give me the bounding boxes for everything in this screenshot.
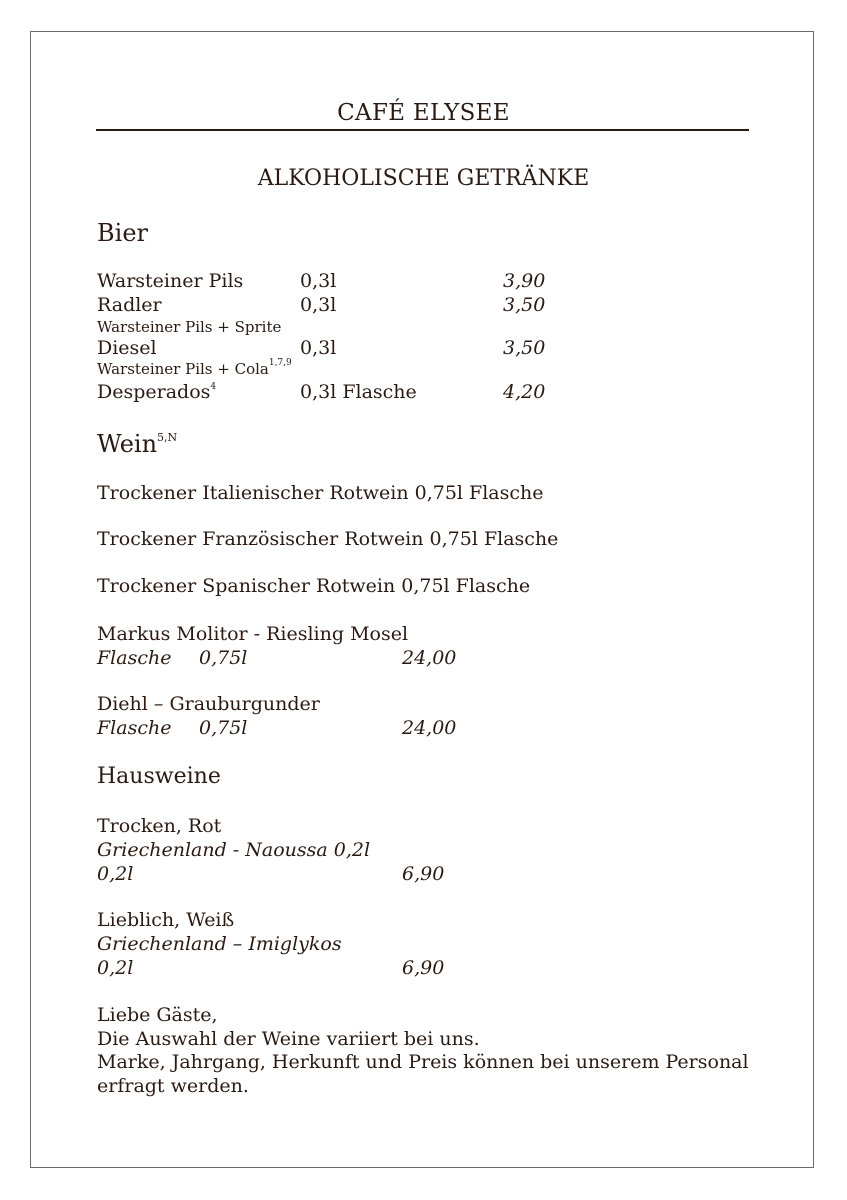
house-wine-name: Trocken, Rot bbox=[97, 815, 222, 837]
house-wine-volume: 0,2l bbox=[97, 863, 134, 885]
wine-name: Diehl – Grauburgunder bbox=[97, 693, 320, 715]
house-wine-origin: Griechenland - Naoussa 0,2l bbox=[97, 839, 371, 861]
wine-line: Trockener Italienischer Rotwein 0,75l Flasche bbox=[97, 482, 544, 504]
wine-name: Markus Molitor - Riesling Mosel bbox=[97, 623, 409, 645]
allergen-footnote: 4 bbox=[210, 382, 217, 392]
page-border bbox=[30, 31, 814, 1168]
beer-volume: 0,3l bbox=[300, 337, 337, 359]
beer-price: 3,50 bbox=[503, 337, 546, 359]
beer-volume: 0,3l bbox=[300, 270, 337, 292]
guest-note-line: Liebe Gäste, bbox=[97, 1004, 218, 1026]
guest-note-line: Die Auswahl der Weine variiert bei uns. bbox=[97, 1028, 480, 1050]
beer-price: 4,20 bbox=[503, 381, 546, 403]
beer-name: Diesel bbox=[97, 337, 157, 359]
section-wein-title: Wein$^{5,N}$ bbox=[97, 430, 178, 458]
house-wine-price: 6,90 bbox=[402, 957, 445, 979]
house-wine-name: Lieblich, Weiß bbox=[97, 909, 235, 931]
beer-description: Warsteiner Pils + Cola$^{1,7,9}$ bbox=[97, 358, 292, 378]
cafe-title: CAFÉ ELYSEE bbox=[337, 100, 510, 126]
section-bier-title: Bier bbox=[97, 219, 148, 247]
title-divider bbox=[96, 129, 749, 131]
beer-description: Warsteiner Pils + Sprite bbox=[97, 318, 282, 336]
beer-price: 3,90 bbox=[503, 270, 546, 292]
beer-volume: 0,3l bbox=[300, 294, 337, 316]
wine-type: Flasche bbox=[97, 717, 172, 739]
beer-name: Radler bbox=[97, 294, 162, 316]
house-wine-price: 6,90 bbox=[402, 863, 445, 885]
allergen-footnote: 5,N bbox=[157, 431, 178, 444]
wine-volume: 0,75l bbox=[199, 717, 248, 739]
wine-line: Trockener Spanischer Rotwein 0,75l Flasche bbox=[97, 575, 531, 597]
wine-price: 24,00 bbox=[402, 647, 457, 669]
menu-heading: ALKOHOLISCHE GETRÄNKE bbox=[257, 166, 590, 191]
wine-type: Flasche bbox=[97, 647, 172, 669]
guest-note-line: Marke, Jahrgang, Herkunft und Preis können bei unserem Personal bbox=[97, 1051, 749, 1073]
beer-volume: 0,3l Flasche bbox=[300, 381, 417, 403]
wine-volume: 0,75l bbox=[199, 647, 248, 669]
guest-note-line: erfragt werden. bbox=[97, 1075, 249, 1097]
wine-line: Trockener Französischer Rotwein 0,75l Flasche bbox=[97, 528, 559, 550]
allergen-footnote: 1,7,9 bbox=[268, 358, 292, 368]
beer-name: Warsteiner Pils bbox=[97, 270, 244, 292]
beer-price: 3,50 bbox=[503, 294, 546, 316]
house-wine-volume: 0,2l bbox=[97, 957, 134, 979]
house-wine-origin: Griechenland – Imiglykos bbox=[97, 933, 342, 955]
wine-price: 24,00 bbox=[402, 717, 457, 739]
section-hausweine-title: Hausweine bbox=[97, 764, 221, 789]
beer-name: Desperados$^4$ bbox=[97, 381, 217, 403]
